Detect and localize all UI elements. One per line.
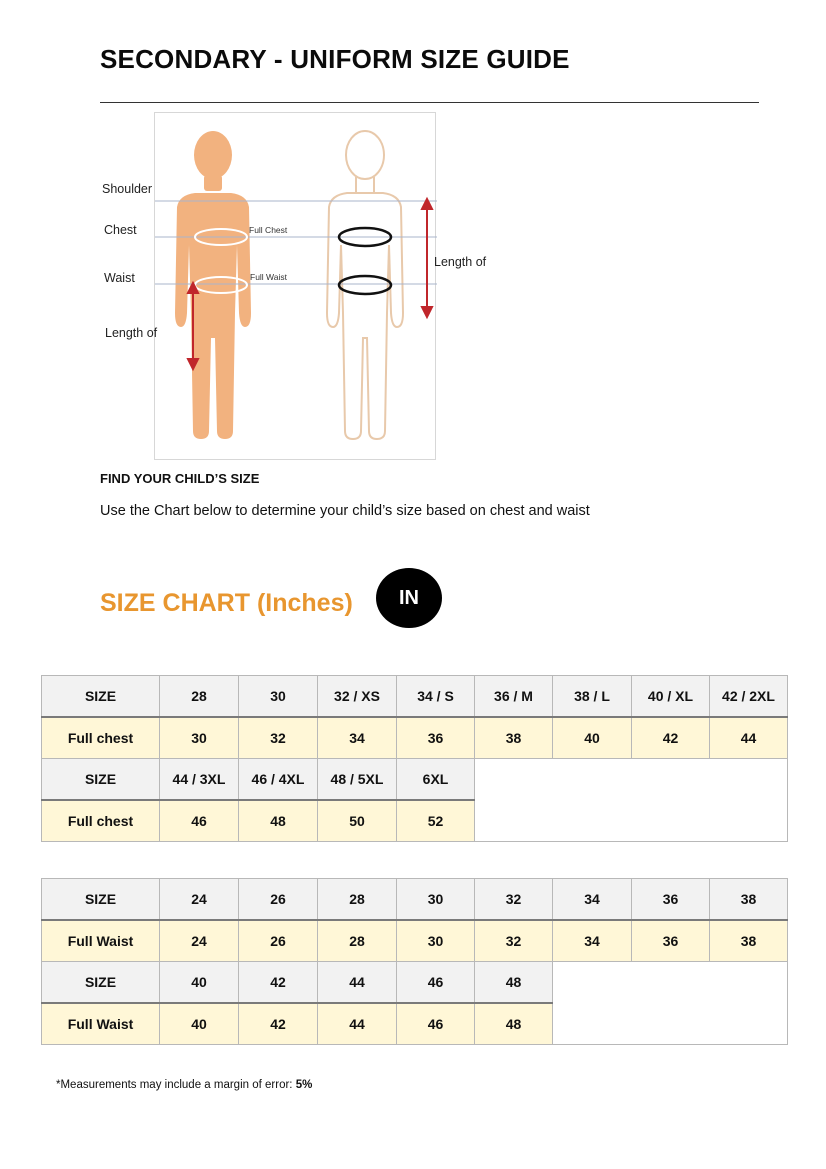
value-cell: 32	[239, 717, 318, 759]
size-cell: 38 / L	[553, 676, 632, 718]
size-cell: 28	[160, 676, 239, 718]
table-row	[42, 879, 788, 921]
value-cell: 38	[710, 920, 788, 962]
row-header-full-chest: Full chest	[42, 800, 160, 842]
chest-size-table	[41, 675, 788, 842]
table-row	[42, 759, 788, 801]
size-cell: 24	[160, 879, 239, 921]
row-header-size: SIZE	[42, 676, 160, 718]
unit-badge: IN	[376, 568, 442, 628]
full-chest-label: Full Chest	[249, 225, 288, 235]
value-cell: 52	[397, 800, 475, 842]
row-header-size: SIZE	[42, 759, 160, 801]
value-cell: 32	[475, 920, 553, 962]
value-cell: 24	[160, 920, 239, 962]
title-divider	[100, 102, 759, 103]
full-waist-label: Full Waist	[250, 272, 287, 282]
find-size-heading: FIND YOUR CHILD’S SIZE	[100, 471, 260, 486]
size-cell: 40	[160, 962, 239, 1004]
row-header-full-waist: Full Waist	[42, 920, 160, 962]
value-cell: 26	[239, 920, 318, 962]
row-header-size: SIZE	[42, 879, 160, 921]
size-cell: 36 / M	[475, 676, 553, 718]
length-right-label: Length of	[434, 255, 487, 269]
size-cell: 32 / XS	[318, 676, 397, 718]
shoulder-label: Shoulder	[102, 182, 153, 196]
value-cell: 46	[397, 1003, 475, 1045]
footnote-margin-value: 5%	[295, 1079, 313, 1091]
size-cell: 28	[318, 879, 397, 921]
size-chart-title: SIZE CHART (Inches)	[100, 589, 353, 617]
size-cell: 44 / 3XL	[160, 759, 239, 801]
value-cell: 40	[553, 717, 632, 759]
size-cell: 40 / XL	[632, 676, 710, 718]
value-cell: 50	[318, 800, 397, 842]
value-cell: 38	[475, 717, 553, 759]
value-cell: 48	[475, 1003, 553, 1045]
value-cell: 40	[160, 1003, 239, 1045]
page-title: SECONDARY - UNIFORM SIZE GUIDE	[100, 44, 570, 74]
size-cell: 30	[239, 676, 318, 718]
row-header-size: SIZE	[42, 962, 160, 1004]
value-cell: 44	[318, 1003, 397, 1045]
size-cell: 38	[710, 879, 788, 921]
size-cell: 46 / 4XL	[239, 759, 318, 801]
size-cell: 36	[632, 879, 710, 921]
empty-cell	[475, 759, 788, 842]
waist-size-table	[41, 878, 788, 1045]
child-silhouettes-illustration	[155, 113, 437, 461]
row-header-full-waist: Full Waist	[42, 1003, 160, 1045]
value-cell: 34	[553, 920, 632, 962]
table-row	[42, 676, 788, 718]
value-cell: 34	[318, 717, 397, 759]
size-cell: 34 / S	[397, 676, 475, 718]
table-row	[42, 962, 788, 1004]
value-cell: 30	[397, 920, 475, 962]
filled-child-silhouette	[175, 131, 251, 439]
value-cell: 46	[160, 800, 239, 842]
length-left-label: Length of	[105, 326, 158, 340]
measurement-footnote	[56, 1079, 312, 1091]
value-cell: 44	[710, 717, 788, 759]
size-cell: 30	[397, 879, 475, 921]
size-cell: 34	[553, 879, 632, 921]
chest-label: Chest	[104, 223, 137, 237]
value-cell: 28	[318, 920, 397, 962]
find-size-instructions: Use the Chart below to determine your child’s size based on chest and waist	[100, 503, 590, 519]
row-header-full-chest: Full chest	[42, 717, 160, 759]
size-cell: 44	[318, 962, 397, 1004]
table-row	[42, 717, 788, 759]
size-cell: 6XL	[397, 759, 475, 801]
size-cell: 46	[397, 962, 475, 1004]
value-cell: 30	[160, 717, 239, 759]
size-cell: 48 / 5XL	[318, 759, 397, 801]
size-cell: 32	[475, 879, 553, 921]
value-cell: 48	[239, 800, 318, 842]
footnote-text: *Measurements may include a margin of error:	[56, 1079, 296, 1091]
value-cell: 42	[239, 1003, 318, 1045]
value-cell: 36	[632, 920, 710, 962]
waist-label: Waist	[104, 271, 135, 285]
value-cell: 42	[632, 717, 710, 759]
size-cell: 42 / 2XL	[710, 676, 788, 718]
size-cell: 48	[475, 962, 553, 1004]
size-cell: 26	[239, 879, 318, 921]
body-measurement-figure	[154, 112, 436, 460]
empty-cell	[553, 962, 788, 1045]
size-cell: 42	[239, 962, 318, 1004]
value-cell: 36	[397, 717, 475, 759]
table-row	[42, 920, 788, 962]
